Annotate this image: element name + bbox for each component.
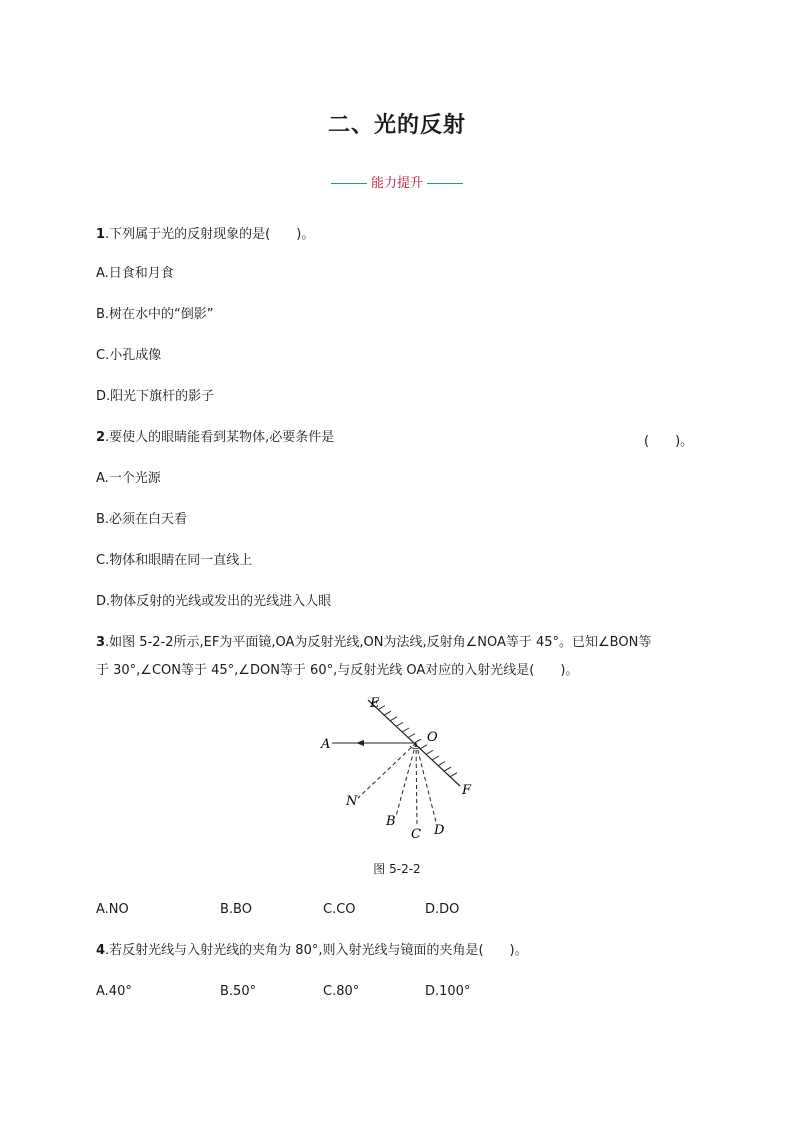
q3-option-d: D.DO	[425, 902, 460, 917]
label-f: F	[462, 783, 472, 798]
q1-option-c: C.小孔成像	[96, 348, 162, 363]
label-d: D	[434, 823, 445, 838]
section-rule-right	[427, 183, 463, 184]
question-3-stem-line2: 于 30°,∠CON等于 45°,∠DON等于 60°,与反射光线 OA对应的入射光线是( )。	[96, 663, 579, 678]
ray-bo	[396, 743, 416, 816]
page-title: 二、光的反射	[327, 113, 466, 138]
section-header	[0, 172, 794, 191]
q4-option-a: A.40°	[96, 984, 132, 999]
question-3-stem-line1	[96, 635, 651, 651]
question-4-stem	[96, 943, 528, 959]
q4-option-c: C.80°	[323, 984, 360, 999]
label-a: A	[321, 737, 331, 752]
question-3-number: 3	[96, 635, 106, 650]
label-o: O	[427, 730, 438, 745]
question-1-text: .下列属于光的反射现象的是( )。	[105, 227, 315, 242]
label-b: B	[386, 814, 396, 829]
question-4-text: .若反射光线与入射光线的夹角为 80°,则入射光线与镜面的夹角是( )。	[105, 943, 528, 958]
label-e: E	[370, 696, 380, 711]
question-2-stem	[96, 430, 334, 446]
q1-option-a: A.日食和月食	[96, 266, 174, 281]
q1-option-b: B.树在水中的“倒影”	[96, 307, 214, 322]
q2-option-d: D.物体反射的光线或发出的光线进入人眼	[96, 594, 332, 609]
q3-option-a: A.NO	[96, 902, 129, 917]
ray-co	[416, 743, 417, 826]
question-2-number: 2	[96, 430, 106, 445]
label-c: C	[411, 827, 421, 842]
section-label: 能力提升	[370, 176, 423, 191]
ray-arrowhead	[356, 740, 364, 746]
q3-option-b: B.BO	[220, 902, 252, 917]
q4-option-d: D.100°	[425, 984, 471, 999]
question-2-text: .要使人的眼睛能看到某物体,必要条件是	[105, 430, 335, 445]
q3-option-c: C.CO	[323, 902, 356, 917]
figure-caption: 图 5-2-2	[373, 862, 421, 876]
mirror-reflection-diagram	[310, 690, 490, 850]
q2-option-b: B.必须在白天看	[96, 512, 188, 527]
question-1-stem	[96, 227, 314, 243]
label-n: N	[346, 794, 358, 809]
q2-option-c: C.物体和眼睛在同一直线上	[96, 553, 253, 568]
q1-option-d: D.阳光下旗杆的影子	[96, 389, 215, 404]
question-1-number: 1	[96, 227, 106, 242]
question-2-answer-paren: ( )。	[644, 434, 694, 449]
question-3-text-1: .如图 5-2-2所示,EF为平面镜,OA为反射光线,ON为法线,反射角∠NOA等于 45°。已知∠BON等	[105, 635, 652, 650]
normal-line-on	[358, 743, 416, 798]
q4-option-b: B.50°	[220, 984, 257, 999]
section-rule-left	[331, 183, 367, 184]
mirror-hatching	[372, 700, 457, 777]
question-4-number: 4	[96, 943, 106, 958]
q2-option-a: A.一个光源	[96, 471, 161, 486]
